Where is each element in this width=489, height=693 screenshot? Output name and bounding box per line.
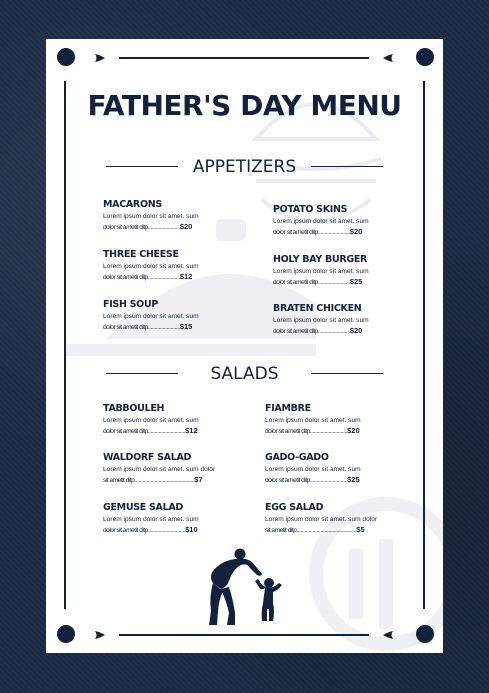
menu-item xyxy=(265,452,400,485)
menu-title: FATHER'S DAY MENU xyxy=(87,89,402,122)
menu-item xyxy=(273,254,398,287)
menu-item xyxy=(265,403,400,436)
item-description: Lorem ipsum dolor sit amet. sum dolor sit ametit ditp........................$15 xyxy=(103,313,199,331)
item-description: Lorem ipsum dolor sit amet. sum dolor sit ametit ditp........................$20 xyxy=(273,218,369,236)
menu-item xyxy=(273,204,398,237)
item-price: $12 xyxy=(185,425,198,435)
item-name: FIAMBRE xyxy=(265,403,311,414)
menu-item xyxy=(273,303,398,336)
item-name: MACARONS xyxy=(103,199,162,210)
heart-icon xyxy=(94,630,106,640)
item-price: $12 xyxy=(179,271,193,281)
item-name: THREE CHEESE xyxy=(103,249,179,260)
item-price: $25 xyxy=(349,276,363,286)
menu-item xyxy=(103,403,238,436)
item-description: Lorem ipsum dolor sit amet. sum dolor sit ametit ditp............................$12 xyxy=(103,417,199,435)
heart-icon xyxy=(94,53,106,63)
menu-item xyxy=(103,299,228,332)
item-name: FISH SOUP xyxy=(103,299,159,310)
item-description: Lorem ipsum dolor sit amet. sum dolor sit ametit ditp.............................................$7 xyxy=(103,466,216,484)
item-description: Lorem ipsum dolor sit amet. sum dolor sit ametit ditp........................$25 xyxy=(273,268,369,286)
top-border-line xyxy=(119,57,369,59)
item-name: GADO-GADO xyxy=(265,452,329,463)
bottom-border-line xyxy=(119,634,369,636)
heart-icon xyxy=(382,53,394,63)
heart-icon xyxy=(382,630,394,640)
menu-item xyxy=(103,199,228,232)
item-price: $15 xyxy=(179,321,193,331)
menu-item xyxy=(265,502,400,535)
corner-dot-top-right xyxy=(416,48,434,66)
section-heading-salads xyxy=(46,362,443,386)
item-description: Lorem ipsum dolor sit amet. sum dolor sit ametit ditp........................$20 xyxy=(103,213,199,231)
section-heading-appetizers xyxy=(46,155,443,179)
item-name: TABBOULEH xyxy=(103,403,165,414)
cloche-watermark-icon xyxy=(66,219,316,369)
item-description: Lorem ipsum dolor sit amet. sum dolor sit ametit ditp........................$20 xyxy=(273,317,369,335)
item-name: GEMUSE SALAD xyxy=(103,502,183,513)
item-price: $5 xyxy=(356,524,365,534)
section-title: SALADS xyxy=(210,364,279,384)
item-name: BRATEN CHICKEN xyxy=(273,303,362,314)
item-description: Lorem ipsum dolor sit amet. sum dolor sit ametit ditp............................$25 xyxy=(265,466,361,484)
corner-dot-bottom-right xyxy=(416,625,434,643)
menu-item xyxy=(103,452,238,485)
father-child-silhouette-icon xyxy=(191,547,291,629)
item-name: WALDORF SALAD xyxy=(103,452,192,463)
item-name: EGG SALAD xyxy=(265,502,324,513)
menu-card xyxy=(46,39,443,653)
menu-item xyxy=(103,249,228,282)
item-price: $10 xyxy=(185,524,198,534)
item-price: $20 xyxy=(179,221,193,231)
item-price: $7 xyxy=(194,474,203,484)
item-price: $25 xyxy=(347,474,360,484)
item-description: Lorem ipsum dolor sit amet. sum dolor sit ametit ditp........................$12 xyxy=(103,263,199,281)
item-name: HOLY BAY BURGER xyxy=(273,254,368,265)
corner-dot-top-left xyxy=(57,48,75,66)
item-description: Lorem ipsum dolor sit amet. sum dolor sit ametit ditp............................$10 xyxy=(103,516,199,534)
menu-item xyxy=(103,502,238,535)
item-description: Lorem ipsum dolor sit amet. sum dolor sit ametit ditp............................$20 xyxy=(265,417,361,435)
item-name: POTATO SKINS xyxy=(273,204,348,215)
section-title: APPETIZERS xyxy=(192,157,297,177)
item-price: $20 xyxy=(347,425,360,435)
item-price: $20 xyxy=(349,325,363,335)
corner-dot-bottom-left xyxy=(57,625,75,643)
item-price: $20 xyxy=(349,226,363,236)
item-description: Lorem ipsum dolor sit amet. sum dolor sit ametit ditp.............................................$5 xyxy=(265,516,378,534)
